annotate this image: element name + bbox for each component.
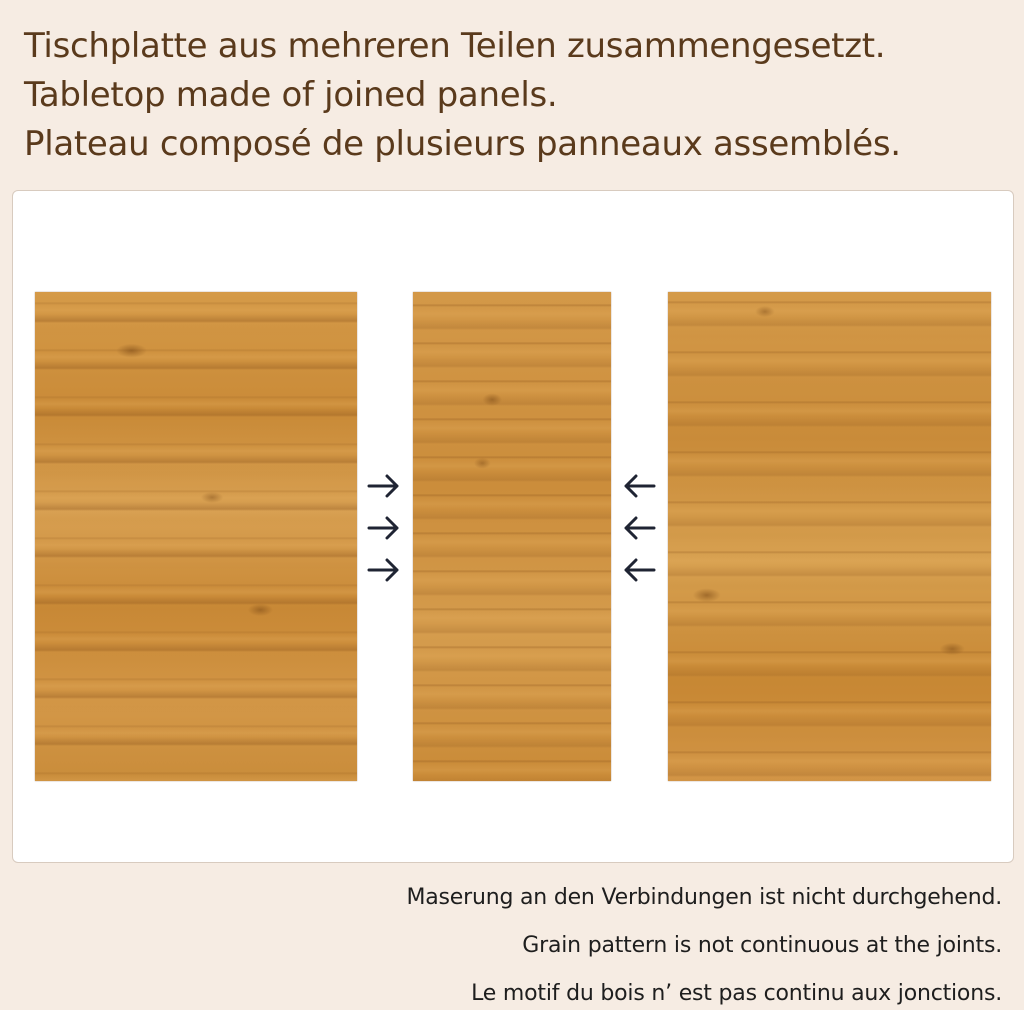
headline-french: Plateau composé de plusieurs panneaux assemblés. — [24, 124, 901, 164]
left-wood-panel — [35, 292, 357, 781]
headline-english: Tabletop made of joined panels. — [24, 75, 558, 115]
join-arrows-left — [366, 471, 406, 585]
arrow-right-icon — [366, 471, 406, 501]
headline-german: Tischplatte aus mehreren Teilen zusammengesetzt. — [24, 26, 886, 66]
arrow-right-icon — [366, 555, 406, 585]
footnote-english: Grain pattern is not continuous at the joints. — [522, 933, 1002, 958]
arrow-left-icon — [621, 471, 661, 501]
middle-wood-panel — [413, 292, 611, 781]
bottom-strip — [0, 1010, 1024, 1024]
arrow-left-icon — [621, 513, 661, 543]
footnote-french: Le motif du bois n’ est pas continu aux jonctions. — [471, 981, 1002, 1006]
headline — [24, 22, 1004, 169]
right-wood-panel — [668, 292, 991, 781]
join-arrows-right — [621, 471, 661, 585]
footnote-german: Maserung an den Verbindungen ist nicht durchgehend. — [406, 885, 1002, 910]
tabletop-illustration — [12, 190, 1014, 863]
arrow-right-icon — [366, 513, 406, 543]
footnote — [242, 874, 1002, 1018]
arrow-left-icon — [621, 555, 661, 585]
